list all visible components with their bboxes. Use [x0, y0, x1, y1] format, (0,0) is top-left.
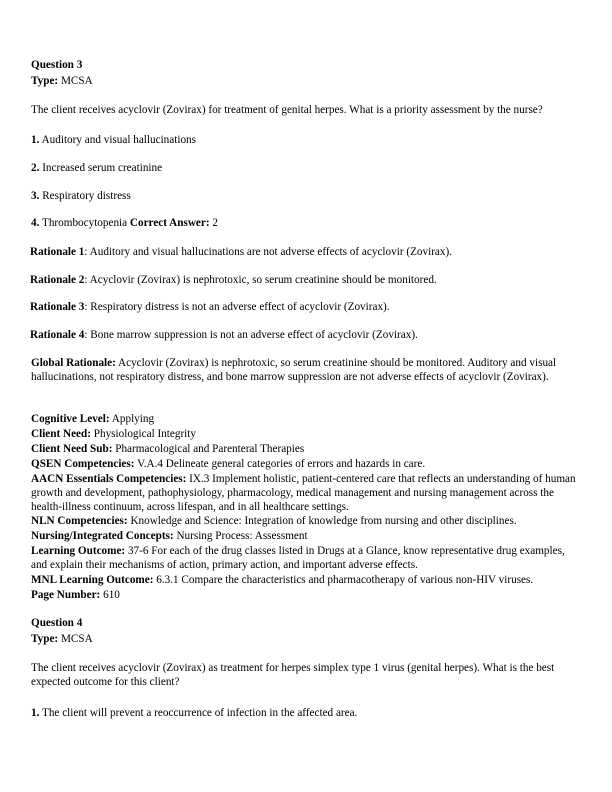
- rationale-label: Rationale 2: [30, 274, 85, 286]
- global-rationale-label: Global Rationale:: [31, 357, 116, 369]
- question-3-option-2: [31, 161, 162, 175]
- meta-value: 37-6 For each of the drug classes listed in Drugs at a Glance, know representative drug examples, and explain their mechanisms of action, primary action, and important adverse effects.: [31, 545, 565, 571]
- question-3-type: [31, 74, 93, 88]
- meta-mnl-learning-outcome: [31, 573, 533, 587]
- meta-label: AACN Essentials Competencies:: [31, 473, 187, 485]
- option-text: Respiratory distress: [42, 190, 131, 202]
- meta-label: Client Need:: [31, 428, 91, 440]
- global-rationale: [31, 356, 581, 384]
- question-3-option-3: [31, 189, 131, 203]
- type-label: Type:: [31, 75, 59, 87]
- option-number: 2.: [31, 162, 40, 174]
- question-3-option-1: [31, 133, 196, 147]
- rationale-text: : Acyclovir (Zovirax) is nephrotoxic, so serum creatinine should be monitored.: [84, 274, 437, 286]
- meta-value: Knowledge and Science: Integration of knowledge from nursing and other disciplines.: [130, 515, 517, 527]
- meta-page-number: [31, 588, 120, 602]
- meta-value: IX.3 Implement holistic, patient-centered care that reflects an understanding of human growth and development, pathophysiology, pharmacology, medical management and nursing management across the health-illness continuum, across lifespan, and in all healthcare settings.: [31, 473, 576, 513]
- rationale-1: [30, 245, 452, 259]
- type-value: MCSA: [60, 75, 93, 87]
- meta-value: Nursing Process: Assessment: [176, 530, 308, 542]
- question-4-option-1: [31, 706, 357, 720]
- meta-nln-competencies: [31, 514, 517, 528]
- type-value: MCSA: [60, 633, 93, 645]
- option-text: Thrombocytopenia: [42, 217, 128, 229]
- global-rationale-text: Acyclovir (Zovirax) is nephrotoxic, so serum creatinine should be monitored. Auditory and visual hallucinations, not respiratory distress, and bone marrow suppression are not adverse effects of acyclovir (Zovirax).: [31, 357, 557, 383]
- rationale-text: : Auditory and visual hallucinations are not adverse effects of acyclovir (Zovirax).: [84, 246, 453, 258]
- option-number: 3.: [31, 190, 40, 202]
- meta-label: Client Need Sub:: [31, 443, 113, 455]
- correct-answer-value: 2: [212, 217, 218, 229]
- question-4-type: [31, 632, 93, 646]
- option-text: The client will prevent a reoccurrence of infection in the affected area.: [42, 707, 358, 719]
- meta-value: V.A.4 Delineate general categories of errors and hazards in care.: [137, 458, 426, 470]
- meta-nursing-concepts: [31, 529, 308, 543]
- rationale-label: Rationale 3: [30, 301, 85, 313]
- type-label: Type:: [31, 633, 59, 645]
- rationale-4: [30, 328, 418, 342]
- option-number: 1.: [31, 134, 40, 146]
- rationale-label: Rationale 4: [30, 329, 85, 341]
- option-number: 4.: [31, 217, 40, 229]
- option-text: Increased serum creatinine: [42, 162, 163, 174]
- question-3-option-4: [31, 216, 218, 230]
- rationale-label: Rationale 1: [30, 246, 85, 258]
- correct-answer-label: Correct Answer:: [129, 217, 210, 229]
- meta-client-need-sub: [31, 442, 304, 456]
- rationale-3: [30, 300, 390, 314]
- question-3-heading: Question 3: [31, 59, 83, 71]
- rationale-text: : Bone marrow suppression is not an adverse effect of acyclovir (Zovirax).: [84, 329, 418, 341]
- question-3-stem: The client receives acyclovir (Zovirax) for treatment of genital herpes. What is a priority assessment by the nurse?: [31, 104, 543, 116]
- meta-label: MNL Learning Outcome:: [31, 574, 154, 586]
- meta-label: NLN Competencies:: [31, 515, 128, 527]
- meta-value: Physiological Integrity: [93, 428, 196, 440]
- option-text: Auditory and visual hallucinations: [41, 134, 197, 146]
- meta-label: Page Number:: [31, 589, 101, 601]
- meta-learning-outcome: [31, 544, 571, 572]
- meta-aacn-essentials: [31, 472, 583, 514]
- rationale-text: : Respiratory distress is not an adverse effect of acyclovir (Zovirax).: [84, 301, 390, 313]
- meta-client-need: [31, 427, 196, 441]
- option-number: 1.: [31, 707, 40, 719]
- meta-value: Pharmacological and Parenteral Therapies: [115, 443, 305, 455]
- meta-label: Learning Outcome:: [31, 545, 126, 557]
- meta-label: QSEN Competencies:: [31, 458, 135, 470]
- question-4-heading: Question 4: [31, 617, 83, 629]
- question-4-stem: The client receives acyclovir (Zovirax) as treatment for herpes simplex type 1 virus (genital herpes). What is the best expected outcome for this client?: [31, 662, 555, 688]
- meta-label: Cognitive Level:: [31, 413, 110, 425]
- meta-qsen-competencies: [31, 457, 425, 471]
- meta-label: Nursing/Integrated Concepts:: [31, 530, 174, 542]
- meta-value: 6.3.1 Compare the characteristics and pharmacotherapy of various non-HIV viruses.: [156, 574, 534, 586]
- meta-value: Applying: [111, 413, 155, 425]
- rationale-2: [30, 273, 437, 287]
- meta-value: 610: [103, 589, 120, 601]
- meta-cognitive-level: [31, 412, 154, 426]
